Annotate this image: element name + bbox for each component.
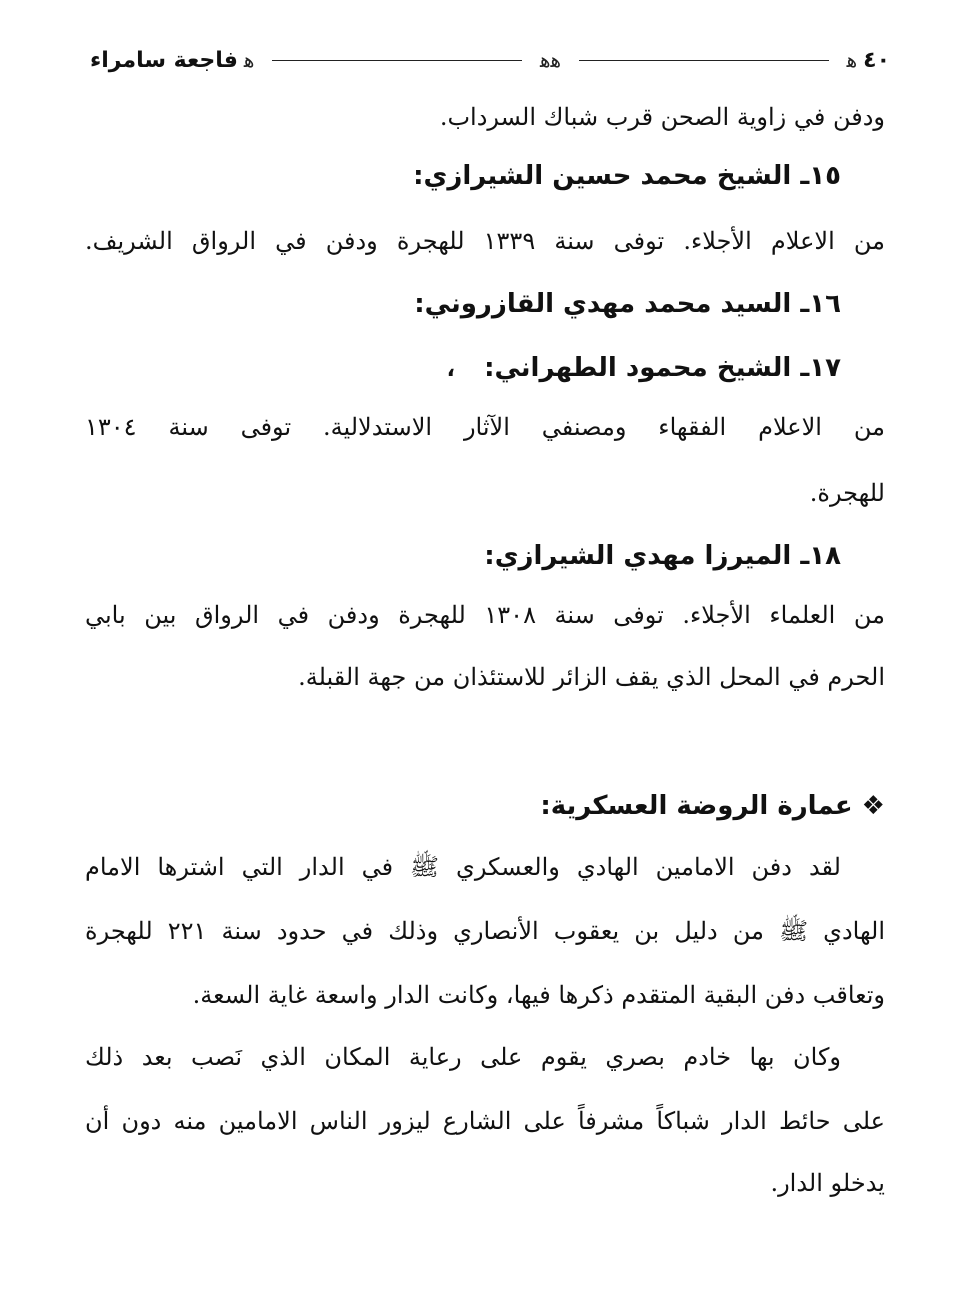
page-number: ٤٠: [863, 47, 890, 73]
ornament-center-icon: ﻫﻫ: [539, 48, 562, 72]
book-title: فاجعة سامراء: [89, 47, 238, 73]
entry-heading-17-text: ١٧ـ الشيخ محمود الطهراني:: [484, 353, 841, 383]
ornament-left-icon: ﻫ: [243, 48, 255, 72]
entry-heading-18: ١٨ـ الميرزا مهدي الشيرازي:: [484, 541, 841, 571]
paragraph-line: لقد دفن الامامين الهادي والعسكري ﷺ في الدار التي اشترها الامام: [85, 853, 841, 881]
paragraph-line: ودفن في زاوية الصحن قرب شباك السرداب.: [439, 103, 885, 131]
ornament-right-icon: ﻫ: [846, 48, 858, 72]
entry-heading-17: [85, 350, 885, 410]
entry-heading-16: ١٦ـ السيد محمد مهدي القازروني:: [414, 289, 841, 319]
entry-heading-15: ١٥ـ الشيخ محمد حسين الشيرازي:: [413, 161, 841, 191]
running-header: [90, 40, 890, 80]
paragraph-line: وتعاقب دفن البقية المتقدم ذكرها فيها، وكانت الدار واسعة غاية السعة.: [192, 981, 885, 1009]
paragraph-line: الهادي ﷺ من دليل بن يعقوب الأنصاري وذلك في حدود سنة ٢٢١ للهجرة: [85, 917, 885, 945]
header-rule: [579, 60, 829, 61]
stray-mark: ،: [446, 357, 456, 382]
header-rule: [272, 60, 522, 61]
paragraph-line: وكان بها خادم بصري يقوم على رعاية المكان الذي نَصب بعد ذلك: [85, 1043, 841, 1071]
paragraph-line: الحرم في المحل الذي يقف الزائر للاستئذان من جهة القبلة.: [298, 663, 885, 691]
paragraph-line: من العلماء الأجلاء. توفى سنة ١٣٠٨ للهجرة ودفن في الرواق بين بابي: [85, 601, 885, 629]
page-body: [85, 100, 885, 1206]
paragraph-line: على حائط الدار شباكاً مشرفاً على الشارع ليزور الناس الامامين منه دون أن: [85, 1107, 885, 1135]
paragraph-line: للهجرة.: [809, 479, 885, 507]
paragraph-line: من الاعلام الفقهاء ومصنفي الآثار الاستدلالية. توفى سنة ١٣٠٤: [85, 413, 885, 441]
paragraph-line: يدخلو الدار.: [770, 1169, 885, 1197]
paragraph-line: من الاعلام الأجلاء. توفى سنة ١٣٣٩ للهجرة ودفن في الرواق الشريف.: [85, 227, 886, 255]
section-title: ❖ عمارة الروضة العسكرية:: [540, 791, 885, 821]
